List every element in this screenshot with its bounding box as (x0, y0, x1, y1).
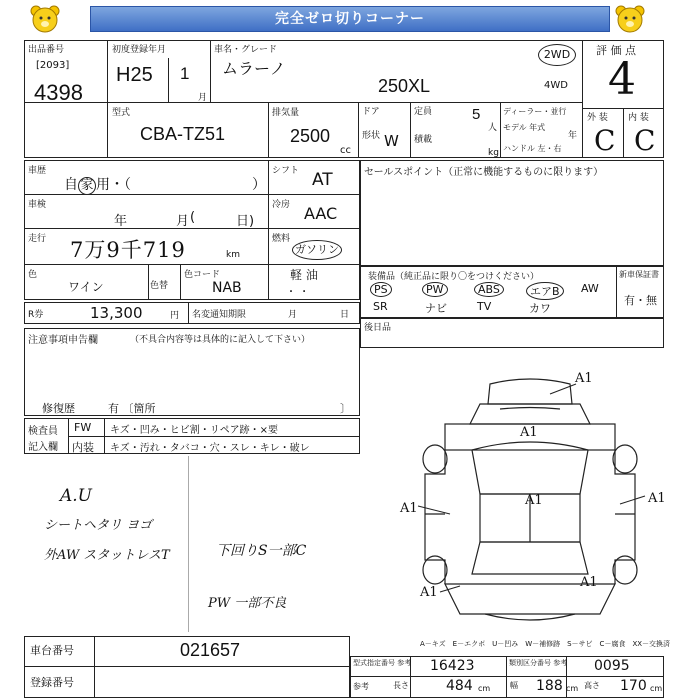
bear-mascot-icon (615, 4, 645, 34)
drive-2wd-circled: 2WD (538, 44, 576, 66)
capacity: 5 (472, 106, 481, 123)
registration-era: H25 (116, 64, 153, 86)
displacement-label: 排気量 (272, 108, 300, 118)
header-band (0, 0, 700, 38)
color-value: ワイン (68, 280, 104, 294)
interior-check-options: キズ・汚れ・タバコ・穴・スレ・キレ・破レ (110, 443, 310, 454)
equipment-item: TV (477, 300, 492, 313)
notice-month: 月 (288, 310, 298, 320)
inspector-label: 検査員 (28, 426, 58, 437)
class-number-label: 類別区分番号 参考 (509, 659, 568, 667)
handwritten-note-4: 下回りS一部C (216, 543, 307, 559)
registration-number-label: 登録番号 (30, 676, 74, 689)
door-label: ドア (362, 107, 380, 117)
chassis-number: 021657 (180, 640, 241, 660)
width-value: 188 (536, 678, 563, 694)
equipment-row-1 (370, 282, 616, 300)
equipment-item: SR (373, 300, 388, 313)
capacity-unit: 人 (488, 123, 498, 133)
capacity-label: 定員 (414, 107, 433, 117)
mileage-label: 走行 (28, 234, 47, 244)
type-approval-label: 型式指定番号 参考 (353, 659, 412, 667)
damage-mark-right: A1 (648, 491, 666, 506)
interior-score: C (634, 124, 656, 157)
mileage-unit: km (226, 250, 240, 260)
grade: 250XL (378, 76, 431, 96)
fuel-diesel: 軽 油 (290, 268, 318, 282)
height-value: 170 (620, 678, 647, 694)
repair-history-value: 有 〔箇所 (108, 402, 156, 415)
damage-mark-rear-right: A1 (580, 575, 598, 590)
height-unit: cm (650, 684, 663, 693)
equipment-item: PS (370, 282, 392, 297)
color-label: 色 (28, 270, 38, 280)
handwritten-note-5: PW 一部不良 (208, 596, 287, 611)
dimension-ref: 参考 (353, 682, 369, 691)
notice-day: 日 (340, 310, 350, 320)
load-label: 積載 (414, 135, 433, 145)
entry-label: 記入欄 (28, 442, 58, 453)
name-change-label: 名変通知期限 (192, 310, 247, 320)
inspection-year: 年 (114, 214, 128, 229)
month-unit: 月 (198, 93, 208, 103)
equipment-item: ナビ (425, 302, 447, 315)
chassis-label: 車台番号 (30, 644, 74, 657)
car-damage-diagram (380, 364, 680, 634)
repair-history-label: 修復歴 (42, 402, 75, 415)
accessories-label: 後日品 (364, 323, 392, 333)
handwritten-note-2: シートヘタリ ヨゴ (44, 518, 153, 533)
recycle-value: 13,300 (90, 304, 143, 322)
inspection-day: 日) (236, 214, 255, 229)
first-registration-label: 初度登録年月 (112, 45, 167, 55)
history-value (64, 174, 131, 195)
damage-mark-rear-left: A1 (420, 585, 438, 600)
fuel-gasoline: ガソリン (292, 240, 342, 260)
fuel-label: 燃料 (272, 234, 291, 244)
interior-check-label: 内装 (72, 441, 94, 454)
mileage-value: 7万9千719 (70, 238, 186, 262)
handwritten-note-3: 外AW スタットレスT (44, 548, 170, 563)
displacement: 2500 (290, 126, 331, 146)
sales-point-label: セールスポイント（正常に機能するものに限ります） (364, 167, 604, 178)
damage-mark-roof: A1 (575, 371, 593, 386)
lot-number: 4398 (34, 80, 83, 105)
shift-value: AT (312, 170, 333, 190)
class-number: 0095 (594, 658, 630, 674)
length-label: 長さ (393, 681, 409, 690)
color-change-label: 色替 (150, 281, 169, 291)
width-label: 幅 (510, 681, 518, 690)
damage-mark-roof-center: A1 (525, 493, 543, 508)
car-name-label: 車名・グレード (214, 45, 278, 55)
lot-number-label: 出品番号 (28, 45, 65, 55)
type-approval-number: 16423 (430, 658, 475, 674)
exterior-check-options: キズ・凹み・ヒビ割・リペア跡・×要 (110, 425, 278, 436)
inspection-month: 月 (176, 214, 190, 229)
exterior-label: 外 装 (587, 113, 608, 123)
damage-mark-hood: A1 (520, 425, 538, 440)
damage-mark-left: A1 (400, 501, 418, 516)
history-value-pre: 自 (64, 177, 78, 193)
registration-month: 1 (180, 64, 190, 83)
history-label: 車歴 (28, 166, 47, 176)
shape-label: 形状 (362, 131, 381, 141)
model-year-label: モデル 年式 (503, 123, 546, 132)
ac-value: AAC (304, 204, 338, 223)
equipment-item: PW (422, 282, 448, 297)
warranty-label: 新車保証書 (619, 270, 659, 279)
fw-label: FW (74, 421, 92, 434)
color-code: NAB (212, 280, 242, 296)
model-label: 型式 (112, 108, 131, 118)
notice-label: 注意事項申告欄 (28, 335, 98, 346)
repair-history-close: 〕 (340, 402, 351, 415)
length-value: 484 (446, 678, 473, 694)
dealer-label: ディーラー・並行 (503, 107, 567, 116)
shift-label: シフト (272, 166, 300, 176)
damage-legend: A－キズ E－エクボ U－凹み W－補修跡 S－サビ C－腐食 XX－交換済 (420, 640, 671, 648)
cc-unit: cc (340, 145, 351, 156)
inspection-paren: ( (190, 210, 196, 225)
car-name: ムラーノ (222, 59, 286, 78)
drive-4wd: 4WD (544, 80, 568, 91)
exterior-score: C (594, 124, 616, 157)
handwritten-note-1: A.U (60, 486, 93, 506)
notice-sub: （不具合内容等は具体的に記入して下さい） (130, 335, 311, 345)
fuel-gasoline-circled (292, 240, 342, 260)
bear-mascot-icon (30, 4, 60, 34)
equipment-item: AW (581, 282, 599, 295)
fuel-dots: ・ ・ (286, 287, 310, 298)
equipment-item: カワ (529, 302, 551, 315)
recycle-unit: 円 (170, 311, 180, 321)
warranty-options: 有・無 (624, 294, 657, 307)
lot-sub-number: [2093] (36, 60, 70, 71)
overall-score: 4 (608, 54, 636, 105)
length-unit: cm (478, 684, 491, 693)
model-code: CBA-TZ51 (140, 124, 226, 144)
equipment-item: ABS (474, 282, 504, 297)
color-code-label: 色コード (184, 270, 221, 280)
history-value-circled: 家 (78, 177, 96, 195)
height-label: 高さ (584, 681, 600, 690)
accessories-frame (360, 318, 664, 348)
load-unit: kg (488, 148, 499, 158)
ac-label: 冷房 (272, 200, 291, 210)
header-title: 完全ゼロ切りコーナー (90, 6, 610, 32)
history-close-paren: ） (252, 177, 266, 193)
equipment-item: エアB (526, 282, 564, 300)
equipment-row-2 (370, 300, 616, 316)
score-label: 評 価 点 (596, 44, 636, 57)
year-unit: 年 (568, 131, 578, 141)
body-shape: W (384, 132, 399, 150)
width-unit: cm (566, 684, 579, 693)
history-value-post: 用・（ (96, 177, 131, 193)
inspection-label: 車検 (28, 200, 47, 210)
handle-label: ハンドル 左・右 (503, 144, 562, 153)
recycle-label: R券 (28, 310, 44, 320)
interior-label: 内 装 (628, 113, 649, 123)
equipment-label: 装備品（純正品に限り〇をつけください） (368, 272, 540, 282)
